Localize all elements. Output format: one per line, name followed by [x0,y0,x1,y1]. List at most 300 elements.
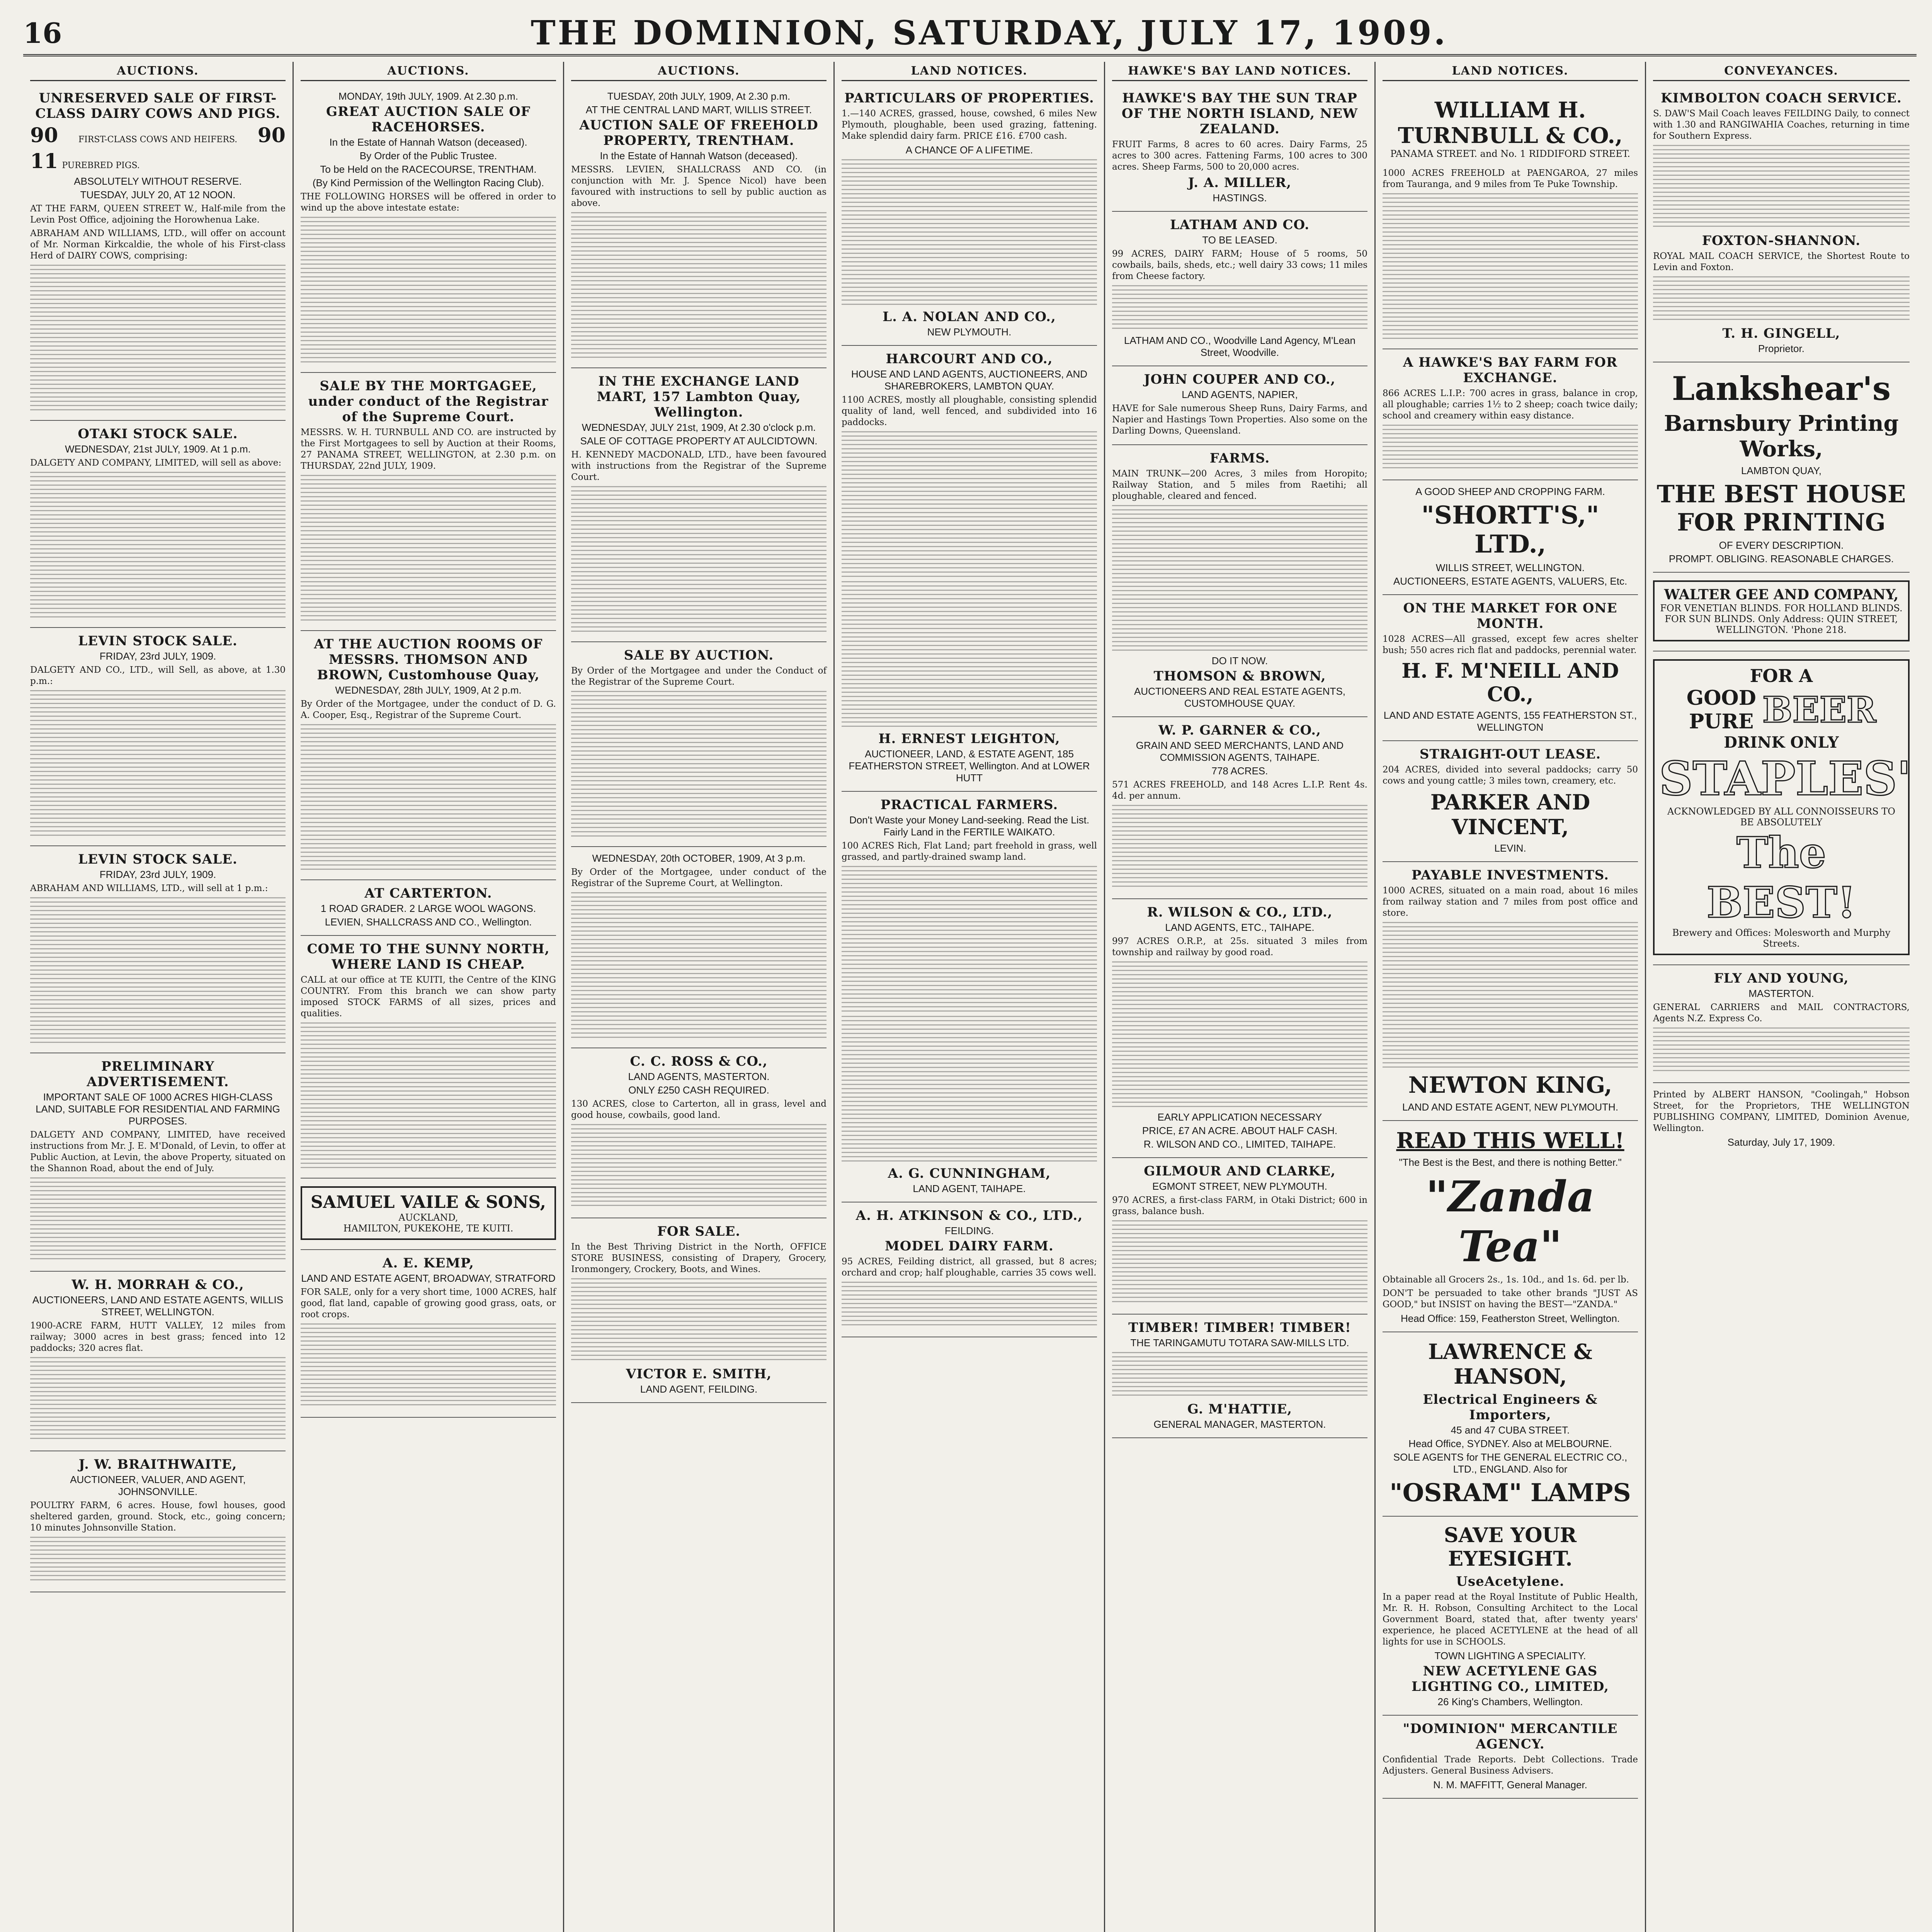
text-block [30,265,286,412]
ad-text: 970 ACRES, a first-class FARM, in Otaki District; 600 in grass, balance bush. [1112,1195,1367,1216]
ad-subtitle: In the Estate of Hannah Watson (deceased). [329,136,527,148]
ad-title: LEVIN STOCK SALE. [78,852,238,867]
text-block [1383,193,1638,340]
ad-subtitle: GENERAL MANAGER, MASTERTON. [1153,1418,1326,1430]
ad-subtitle: ONLY £250 CASH REQUIRED. [628,1084,769,1096]
column-heading: HAWKE'S BAY LAND NOTICES. [1112,62,1367,81]
ad-subtitle: LATHAM AND CO., Woodville Land Agency, M'Lean Street, Woodville. [1124,335,1355,358]
ad-subtitle: 26 King's Chambers, Wellington. [1437,1696,1583,1708]
column-6 [1376,62,1646,1932]
staples-top: FOR A [1750,665,1813,686]
ad-text: MESSRS. W. H. TURNBULL AND CO. are instructed by the First Mortgagees to sell by Auction at their Rooms, 27 PANAMA STREET, WELLINGTON, at 2.30 p.m. on THURSDAY, 22nd JULY, 1909. [301,427,556,471]
ad-gilmour-clarke [1112,1158,1367,1315]
ad-title: STRAIGHT-OUT LEASE. [1419,747,1601,762]
ad-title: UNRESERVED SALE OF FIRST-CLASS DAIRY COWS AND PIGS. [35,90,281,121]
column-5 [1105,62,1376,1932]
vaile-banner [301,1186,556,1240]
ad-carterton [301,880,556,936]
ad-text: THE FOLLOWING HORSES will be offered in order to wind up the above intestate estate: [301,192,556,213]
ad-text: 571 ACRES FREEHOLD, and 148 Acres L.I.P. Rent 4s. 4d. per annum. [1112,780,1367,801]
ad-title: R. WILSON & CO., LTD., [1147,905,1333,920]
ad-subtitle: LAND AND ESTATE AGENT, NEW PLYMOUTH. [1402,1101,1619,1113]
column-7 [1646,62,1917,1932]
ad-title: W. P. GARNER & CO., [1158,723,1321,738]
ad-title: A HAWKE'S BAY FARM FOR EXCHANGE. [1403,355,1618,386]
ad-subtitle: LAND AGENTS, NAPIER, [1182,389,1298,400]
ad-garner [1112,717,1367,899]
ad-kemp [301,1250,556,1418]
ad-levin-stock-sale-2 [30,846,286,1053]
text-block [30,1537,286,1583]
ad-latham [1112,212,1367,366]
ad-text: FRUIT Farms, 8 acres to 60 acres. Dairy Farms, 25 acres to 300 acres. Fattening Farms, 100 acres to 300 acres. Sheep Farms, 500 to 20,000 acres. [1112,139,1367,172]
ad-text: 99 ACRES, DAIRY FARM; House of 5 rooms, 50 cowbails, bails, sheds, etc.; well dairy 33 cows; 11 miles from Cheese factory. [1112,249,1367,281]
ad-text: By Order of the Mortgagee, under the conduct of D. G. A. Cooper, Esq., Registrar of the Supreme Court. [301,699,556,720]
ad-text: 1100 ACRES, mostly all ploughable, consisting splendid quality of land, well fenced, and subdivided into 16 paddocks. [842,395,1097,427]
ad-subtitle: LAMBTON QUAY, [1741,465,1822,476]
column-heading: CONVEYANCES. [1653,62,1910,81]
ad-subtitle: In the Estate of Hannah Watson (deceased). [600,150,798,162]
ad-subtitle: By Order of the Public Trustee. [359,150,497,162]
ad-subtitle: LAND AND ESTATE AGENTS, 155 FEATHERSTON ST., WELLINGTON [1383,709,1637,733]
ad-title: PRELIMINARY ADVERTISEMENT. [87,1059,229,1090]
ad-subtitle: AUCTIONEERS, LAND AND ESTATE AGENTS, WILLIS STREET, WELLINGTON. [32,1294,284,1318]
ad-subtitle: Head Office, SYDNEY. Also at MELBOURNE. [1408,1438,1612,1449]
text-block [301,1022,556,1169]
ad-exchange-land-mart [571,368,827,642]
ad-subtitle: FRIDAY, 23rd JULY, 1909. [99,869,216,880]
ad-subtitle: WEDNESDAY, JULY 21st, 1909, At 2.30 o'clock p.m. [582,422,816,433]
ad-subtitle: TOWN LIGHTING A SPECIALITY. [1434,1650,1586,1662]
ad-subtitle: AUCTIONEER, VALUER, AND AGENT, JOHNSONVILLE. [70,1474,246,1497]
ad-text: ABRAHAM AND WILLIAMS, LTD., will offer on account of Mr. Norman Kirkcaldie, the whole of his First-class Herd of DAIRY COWS, comprising: [30,228,286,261]
ad-title: Electrical Engineers & Importers, [1423,1392,1598,1423]
ad-walter-gee [1653,573,1910,651]
best-word: The BEST! [1706,828,1856,927]
ad-subtitle: TO BE LEASED. [1202,234,1277,246]
ad-subtitle: 45 and 47 CUBA STREET. [1451,1424,1570,1436]
ad-trentham-property [571,85,827,368]
ad-subtitle: A CHANCE OF A LIFETIME. [905,144,1033,156]
ad-text: DALGETY AND COMPANY, LIMITED, have received instructions from Mr. J. E. M'Donald, of Levin, to offer at Public Auction, at Levin, the above Property, situated on the Shannon Road, about the end of July. [30,1130,286,1173]
column-2 [294,62,564,1932]
column-3 [564,62,835,1932]
ad-subtitle: LAND AND ESTATE AGENT, BROADWAY, STRATFORD [301,1272,556,1284]
ad-headline: SAVE YOUR EYESIGHT. [1444,1524,1577,1571]
masthead [23,12,1917,56]
ad-subtitle: Head Office: 159, Featherston Street, Wellington. [1400,1313,1620,1324]
ad-title: C. C. ROSS & CO., [630,1054,768,1069]
ad-subtitle: R. WILSON AND CO., LIMITED, TAIHAPE. [1143,1138,1336,1150]
ad-title: OTAKI STOCK SALE. [78,426,238,442]
column-heading: AUCTIONS. [571,62,827,81]
newspaper-title: THE DOMINION, SATURDAY, JULY 17, 1909. [531,13,1448,53]
ad-title: SALE BY THE MORTGAGEE, under conduct of the Registrar of the Supreme Court. [308,378,549,425]
column-heading: AUCTIONS. [301,62,556,81]
ad-title: GREAT AUCTION SALE OF RACEHORSES. [326,104,531,135]
ad-subtitle: SOLE AGENTS for THE GENERAL ELECTRIC CO., LTD., ENGLAND. Also for [1393,1451,1628,1475]
text-block [30,690,286,837]
ad-mortgagee-sale [301,373,556,631]
ad-fly-young [1653,965,1910,1083]
ad-subtitle: WEDNESDAY, 28th JULY, 1909, At 2 p.m. [335,684,522,696]
ad-newton-king [1383,862,1638,1121]
ad-subtitle: "The Best is the Best, and there is nothing Better." [1399,1156,1622,1168]
ad-title: UseAcetylene. [1456,1574,1565,1589]
ad-dairy-cows [30,85,286,421]
imprint-text: Printed by ALBERT HANSON, "Coolingah," Hobson Street, for the Proprietors, THE WELLINGTON PUBLISHING COMPANY, LIMITED, Dominion Avenue, Wellington. [1653,1090,1910,1133]
ad-shortts [1383,480,1638,595]
text-block [571,212,827,359]
text-block [842,1282,1097,1328]
ad-text: AT THE FARM, QUEEN STREET W., Half-mile from the Levin Post Office, adjoining the Horowhenua Lake. [30,204,286,225]
ad-vaile [301,1179,556,1250]
gee-banner [1653,580,1910,641]
text-block [571,1278,827,1363]
ad-subtitle: (By Kind Permission of the Wellington Racing Club). [312,177,544,189]
ad-braithwaite [30,1451,286,1592]
ad-subtitle: To be Held on the RACECOURSE, TRENTHAM. [320,163,537,175]
ad-subtitle: LAND AGENTS, MASTERTON. [628,1071,770,1082]
ad-lankshear [1653,362,1910,573]
ad-parker-vincent [1383,741,1638,862]
ad-timber [1112,1315,1367,1438]
ad-title: J. W. BRAITHWAITE, [78,1457,237,1472]
text-block [30,472,286,619]
ad-title: J. A. MILLER, [1188,175,1292,190]
ad-title: COME TO THE SUNNY NORTH, WHERE LAND IS CHEAP. [307,941,550,972]
ad-subtitle: LEVIEN, SHALLCRASS AND CO., Wellington. [325,916,532,928]
ad-subtitle: DO IT NOW. [1211,655,1268,667]
column-4 [835,62,1105,1932]
text-block [1112,1220,1367,1305]
ad-racehorses [301,85,556,373]
text-block [1112,805,1367,890]
company-name: WILLIAM H. TURNBULL & CO., [1398,97,1623,148]
ad-couper [1112,366,1367,445]
ad-subtitle: NEW PLYMOUTH. [927,326,1012,338]
ad-subtitle: MASTERTON. [1748,988,1814,999]
ad-title: PRACTICAL FARMERS. [880,797,1058,813]
ad-title: T. H. GINGELL, [1722,326,1840,341]
ad-title: A. H. ATKINSON & CO., LTD., [855,1208,1083,1223]
ad-subtitle: PRICE, £7 AN ACRE. ABOUT HALF CASH. [1142,1125,1338,1136]
ad-subtitle: A GOOD SHEEP AND CROPPING FARM. [1415,486,1605,497]
ad-harcourt [842,346,1097,792]
ad-practical-farmers [842,792,1097,1202]
text-block [30,1177,286,1262]
ad-subtitle: WEDNESDAY, 20th OCTOBER, 1909, At 3 p.m. [592,852,806,864]
good-pure-beer [1659,686,1903,733]
ad-subtitle: AUCTIONEERS, ESTATE AGENTS, VALUERS, Etc. [1393,575,1628,587]
ad-text: 130 ACRES, close to Carterton, all in grass, level and good house, cowbails, good land. [571,1099,827,1120]
drink-only: DRINK ONLY [1724,733,1839,752]
ad-otaki-stock-sale [30,421,286,628]
ad-text: DALGETY AND CO., LTD., will Sell, as above, at 1.30 p.m.: [30,665,286,686]
ad-title: LATHAM AND CO. [1170,217,1310,233]
big-numbers [30,124,286,147]
ad-text: MESSRS. LEVIEN, SHALLCRASS AND CO. (in conjunction with Mr. J. Spence Nicol) have been favoured with instructions to sell by public auction as above. [571,165,827,208]
ad-text: In a paper read at the Royal Institute of Public Health, Mr. R. H. Robson, Consulting Architect to the Local Government Board, stated that, after twenty years' experience, he placed ACETYLENE at the head of all lights for use in SCHOOLS. [1383,1592,1638,1647]
ad-title: FARMS. [1209,451,1270,466]
pure-word: PURE [1689,710,1754,733]
ad-title: IN THE EXCHANGE LAND MART, 157 Lambton Quay, Wellington. [597,374,801,420]
text-block [842,1016,1097,1163]
ad-subtitle: LAND AGENTS, ETC., TAIHAPE. [1165,922,1315,933]
staples-name: STAPLES' [1659,752,1911,806]
good-word: GOOD [1686,686,1756,710]
ad-title: "DOMINION" MERCANTILE AGENCY. [1403,1721,1618,1752]
brewery-text: Brewery and Offices: Molesworth and Murphy Streets. [1672,927,1891,949]
ad-text: In the Best Thriving District in the North, OFFICE STORE BUSINESS, consisting of Drapery, Grocery, Ironmongery, Crockery, Boots, and Wines. [571,1242,827,1274]
ad-text: POULTRY FARM, 6 acres. House, fowl houses, good sheltered garden, ground. Stock, etc., going concern; 10 minutes Johnsonville Station. [30,1500,286,1533]
ad-text: S. DAW'S Mail Coach leaves FEILDING Daily, to connect with 1.30 and RANGIWAHIA Coaches, returning in time for Southern Express. [1653,109,1910,141]
ad-text: CALL at our office at TE KUITI, the Centre of the KING COUNTRY. From this branch we can show party imposed STOCK FARMS of all sizes, prices and qualities. [301,975,556,1019]
ad-subtitle: EGMONT STREET, NEW PLYMOUTH. [1152,1180,1327,1192]
company-name: H. F. M'NEILL AND CO., [1401,659,1619,706]
text-block [842,581,1097,728]
ad-subtitle: LEVIN. [1494,842,1526,854]
ad-lawrence-hanson [1383,1332,1638,1517]
ad-subtitle: MONDAY, 19th JULY, 1909. At 2.30 p.m. [338,90,518,102]
ad-subtitle: THE TARINGAMUTU TOTARA SAW-MILLS LTD. [1130,1337,1349,1349]
ad-text: 1028 ACRES—All grassed, except few acres shelter bush; 550 acres rich flat and paddocks, perennial water. [1383,634,1638,655]
ad-title: AT CARTERTON. [364,886,492,901]
beer-word: BEER [1762,689,1876,731]
ad-text: ABRAHAM AND WILLIAMS, LTD., will sell at 1 p.m.: [30,883,268,893]
ad-subtitle: FRIDAY, 23rd JULY, 1909. [99,650,216,662]
ad-text: 866 ACRES L.I.P.: 700 acres in grass, balance in crop, all ploughable; carries 1½ to 2 sheep; coach twice daily; school and creamery within easy distance. [1383,388,1638,421]
text-block [842,866,1097,1013]
ad-title: THOMSON & BROWN, [1153,668,1326,684]
ad-title: AT THE AUCTION ROOMS OF MESSRS. THOMSON AND BROWN, Customhouse Quay, [314,636,543,683]
company-branches: HAMILTON, PUKEKOHE, TE KUITI. [343,1223,514,1234]
ad-text: 95 ACRES, Feilding district, all grassed, but 8 acres; orchard and crop; half ploughable, carries 35 cows well. [842,1257,1097,1278]
ad-title: L. A. NOLAN AND CO., [883,309,1056,325]
ad-particulars [842,85,1097,346]
company-name: WALTER GEE AND COMPANY, [1664,587,1899,603]
text-block [1383,922,1638,1069]
ad-title: H. ERNEST LEIGHTON, [878,731,1060,747]
ad-ross [571,1048,827,1218]
text-block [571,486,827,633]
company-name: SAMUEL VAILE & SONS, [311,1192,546,1212]
ad-text: Obtainable all Grocers 2s., 1s. 10d., and 1s. 6d. per lb. [1383,1275,1629,1285]
ad-subtitle: SALE OF COTTAGE PROPERTY AT AULCIDTOWN. [580,435,818,447]
ad-sale-by-auction [571,642,827,847]
ad-title: PAYABLE INVESTMENTS. [1412,867,1609,883]
ad-title: LEVIN STOCK SALE. [78,633,238,649]
ad-hawkes-bay [1112,85,1367,212]
ad-subtitle: LAND AGENT, FEILDING. [640,1383,758,1395]
ad-subtitle: OF EVERY DESCRIPTION. [1719,539,1844,551]
ad-subtitle: LAND AGENT, TAIHAPE. [913,1183,1026,1194]
text-block [301,724,556,871]
company-name: LAWRENCE & HANSON, [1428,1339,1592,1389]
acknowledged-text: ACKNOWLEDGED BY ALL CONNOISSEURS TO BE ABSOLUTELY [1667,806,1895,828]
company-text: FOR VENETIAN BLINDS. FOR HOLLAND BLINDS. FOR SUN BLINDS. Only Address: QUIN STREET, WELLINGTON. 'Phone 218. [1660,603,1903,635]
ad-mneill [1383,595,1638,741]
ad-wilson [1112,899,1367,1158]
ad-atkinson [842,1202,1097,1337]
big-number-right: 90 [257,124,286,147]
ad-text: DALGETY AND COMPANY, LIMITED, will sell as above: [30,458,282,468]
ad-title: HARCOURT AND CO., [886,351,1053,367]
ad-text: FOR SALE, only for a very short time, 1000 ACRES, half good, flat land, capable of growing good grass, oats, or root crops. [301,1287,556,1320]
good-pure-stack [1687,686,1756,733]
text-block [30,1357,286,1442]
ad-line: FIRST-CLASS COWS AND HEIFERS. [78,135,238,145]
ad-text: Confidential Trade Reports. Debt Collections. Trade Adjusters. General Business Advisers. [1383,1755,1638,1776]
ad-text: By Order of the Mortgagee and under the Conduct of the Registrar of the Supreme Court. [571,666,827,687]
ad-text: ROYAL MAIL COACH SERVICE, the Shortest Route to Levin and Foxton. [1653,251,1910,272]
company-name: Lankshear's [1672,369,1891,408]
big-numbers-2 [30,150,286,173]
ad-subtitle: N. M. MAFFITT, General Manager. [1433,1779,1587,1791]
ad-staples [1653,651,1910,965]
ad-text: 1900-ACRE FARM, HUTT VALLEY, 12 miles from railway; 3000 acres in best grass; fenced into 12 paddocks; 320 acres flat. [30,1321,286,1353]
big-number-left: 90 [30,124,58,147]
brand-name: "Zanda Tea" [1425,1172,1595,1271]
text-block [30,897,286,1044]
ad-subtitle: 778 ACRES. [1211,765,1268,777]
ad-subtitle: HASTINGS. [1213,192,1267,204]
column-heading: LAND NOTICES. [842,62,1097,81]
imprint [1653,1083,1910,1155]
text-block [1383,425,1638,471]
ad-text: 100 ACRES Rich, Flat Land; part freehold in grass, well grassed, and partly-drained swamp land. [842,841,1097,862]
ad-subtitle: GRAIN AND SEED MERCHANTS, LAND AND COMMISSION AGENTS, TAIHAPE. [1136,740,1344,763]
text-block [571,1124,827,1209]
ad-sunny-north [301,936,556,1179]
text-block [1112,961,1367,1108]
text-block [1112,1352,1367,1398]
ad-text: HAVE for Sale numerous Sheep Runs, Dairy Farms, and Napier and Hastings Town Properties. Also some on the Darling Downs, Queensland. [1112,403,1367,436]
ad-text: 1.—140 ACRES, grassed, house, cowshed, 6 miles New Plymouth, ploughable, been used grazing, fattening. Make splendid dairy farm. PRICE £16. £700 cash. [842,109,1097,141]
ad-text: H. KENNEDY MACDONALD, LTD., have been favoured with instructions from the Registrar of the Supreme Court. [571,450,827,482]
ad-subtitle: TUESDAY, JULY 20, AT 12 NOON. [80,189,236,201]
ad-hb-farm-exchange [1383,349,1638,480]
imprint-date: Saturday, July 17, 1909. [1727,1136,1835,1148]
columns [23,62,1917,1932]
ad-subtitle: IMPORTANT SALE OF 1000 ACRES HIGH-CLASS LAND, SUITABLE FOR RESIDENTIAL AND FARMING PURPOSES. [36,1091,280,1127]
ad-preliminary [30,1053,286,1272]
text-block [571,691,827,838]
ad-line: PUREBRED PIGS. [62,161,140,170]
ad-title: FOXTON-SHANNON. [1702,233,1861,248]
company-sub: Barnsbury Printing Works, [1664,411,1899,462]
text-block [842,159,1097,306]
ad-title: TIMBER! TIMBER! TIMBER! [1128,1320,1351,1335]
ad-title: PARTICULARS OF PROPERTIES. [844,90,1094,106]
column-heading: AUCTIONS. [30,62,286,81]
ad-title: GILMOUR AND CLARKE, [1144,1163,1336,1179]
brand-name: "OSRAM" LAMPS [1389,1478,1631,1507]
ad-text: DON'T be persuaded to take other brands "JUST AS GOOD," but INSIST on having the BEST—"ZANDA." [1383,1288,1638,1310]
company-name: NEWTON KING, [1408,1072,1612,1098]
text-block [301,475,556,622]
ad-dominion-agency [1383,1716,1638,1799]
text-block [842,431,1097,578]
ad-title: FOR SALE. [657,1224,741,1239]
turnbull-banner [1383,93,1638,164]
text-block [1112,505,1367,652]
ad-title: SALE BY AUCTION. [624,648,774,663]
text-block [1653,276,1910,323]
ad-subtitle: 1 ROAD GRADER. 2 LARGE WOOL WAGONS. [320,903,536,914]
staples-banner [1653,659,1910,955]
ad-subtitle: Proprietor. [1758,343,1804,354]
ad-title: AUCTION SALE OF FREEHOLD PROPERTY, TRENTHAM. [579,117,818,148]
ad-acetylene [1383,1517,1638,1716]
ad-subtitle: WILLIS STREET, WELLINGTON. [1435,562,1585,573]
ad-subtitle: EARLY APPLICATION NECESSARY [1157,1111,1322,1123]
column-1 [23,62,294,1932]
ad-zanda-tea [1383,1121,1638,1332]
ad-morrah [30,1272,286,1451]
ad-coach-services [1653,85,1910,362]
text-block [571,892,827,1039]
ad-subtitle: AUCTIONEER, LAND, & ESTATE AGENT, 185 FEATHERSTON STREET, Wellington. And at LOWER HUTT [849,748,1090,784]
ad-smith [571,1218,827,1403]
ad-title: NEW ACETYLENE GAS LIGHTING CO., LIMITED, [1412,1663,1609,1694]
company-name: "SHORTT'S," LTD., [1421,501,1599,559]
ad-headline: READ THIS WELL! [1396,1128,1624,1153]
page-number: 16 [23,16,62,49]
ad-title: KIMBOLTON COACH SERVICE. [1661,90,1902,106]
company-name: PARKER AND VINCENT, [1430,790,1590,839]
column-heading: LAND NOTICES. [1383,62,1638,81]
text-block [1653,1027,1910,1074]
ad-text: 997 ACRES O.R.P., at 25s. situated 3 miles from township and railway by good road. [1112,936,1367,957]
ad-title: FLY AND YOUNG, [1714,971,1849,986]
ad-subtitle: WEDNESDAY, 21st JULY, 1909. At 1 p.m. [65,443,251,455]
ad-levin-stock-sale [30,628,286,846]
ad-text: By Order of the Mortgagee, under conduct of the Registrar of the Supreme Court, at Wellington. [571,867,827,888]
ad-title: W. H. MORRAH & CO., [71,1277,244,1293]
ad-title: A. E. KEMP, [383,1255,474,1271]
company-location: AUCKLAND, [398,1212,458,1223]
ad-october-sale [571,847,827,1048]
ad-subtitle: HOUSE AND LAND AGENTS, AUCTIONEERS, AND SHAREBROKERS, LAMBTON QUAY. [851,368,1088,392]
text-block [301,217,556,364]
ad-subtitle: FEILDING. [944,1225,994,1236]
ad-text: MAIN TRUNK—200 Acres, 3 miles from Horopito; Railway Station, and 5 miles from Raetihi; all ploughable, cleared and fenced. [1112,469,1367,501]
ad-thomson-brown [1112,445,1367,717]
ad-text: GENERAL CARRIERS and MAIL CONTRACTORS, Agents N.Z. Express Co. [1653,1002,1910,1024]
ad-title: HAWKE'S BAY THE SUN TRAP OF THE NORTH ISLAND, NEW ZEALAND. [1121,90,1358,137]
ad-subtitle: Don't Waste your Money Land-seeking. Read the List. Fairly Land in the FERTILE WAIKATO. [849,814,1090,838]
ad-subtitle: ABSOLUTELY WITHOUT RESERVE. [74,175,242,187]
text-block [301,1323,556,1408]
ad-turnbull [1383,85,1638,349]
ad-title: MODEL DAIRY FARM. [885,1238,1054,1254]
ad-text: 1000 ACRES FREEHOLD at PAENGAROA, 27 miles from Tauranga, and 9 miles from Te Puke Township. [1383,168,1638,189]
company-address: PANAMA STREET. and No. 1 RIDDIFORD STREET. [1390,148,1630,159]
ad-text: 1000 ACRES, situated on a main road, about 16 miles from railway station and 7 miles from post office and store. [1383,886,1638,918]
ad-title: VICTOR E. SMITH, [626,1366,772,1382]
slogan: THE BEST HOUSE FOR PRINTING [1656,480,1906,536]
ad-title: JOHN COUPER AND CO., [1144,372,1336,387]
ad-title: G. M'HATTIE, [1187,1401,1293,1417]
ad-title: ON THE MARKET FOR ONE MONTH. [1403,600,1617,631]
ad-text: 204 ACRES, divided into several paddocks; carry 50 cows and young cattle; 3 miles town, creamery, etc. [1383,765,1638,786]
big-number: 11 [30,150,58,173]
ad-subtitle: AUCTIONEERS AND REAL ESTATE AGENTS, CUSTOMHOUSE QUAY. [1134,685,1346,709]
ad-auction-rooms [301,631,556,880]
ad-subtitle: TUESDAY, 20th JULY, 1909, At 2.30 p.m. [607,90,791,102]
ad-title: A. G. CUNNINGHAM, [888,1166,1051,1181]
